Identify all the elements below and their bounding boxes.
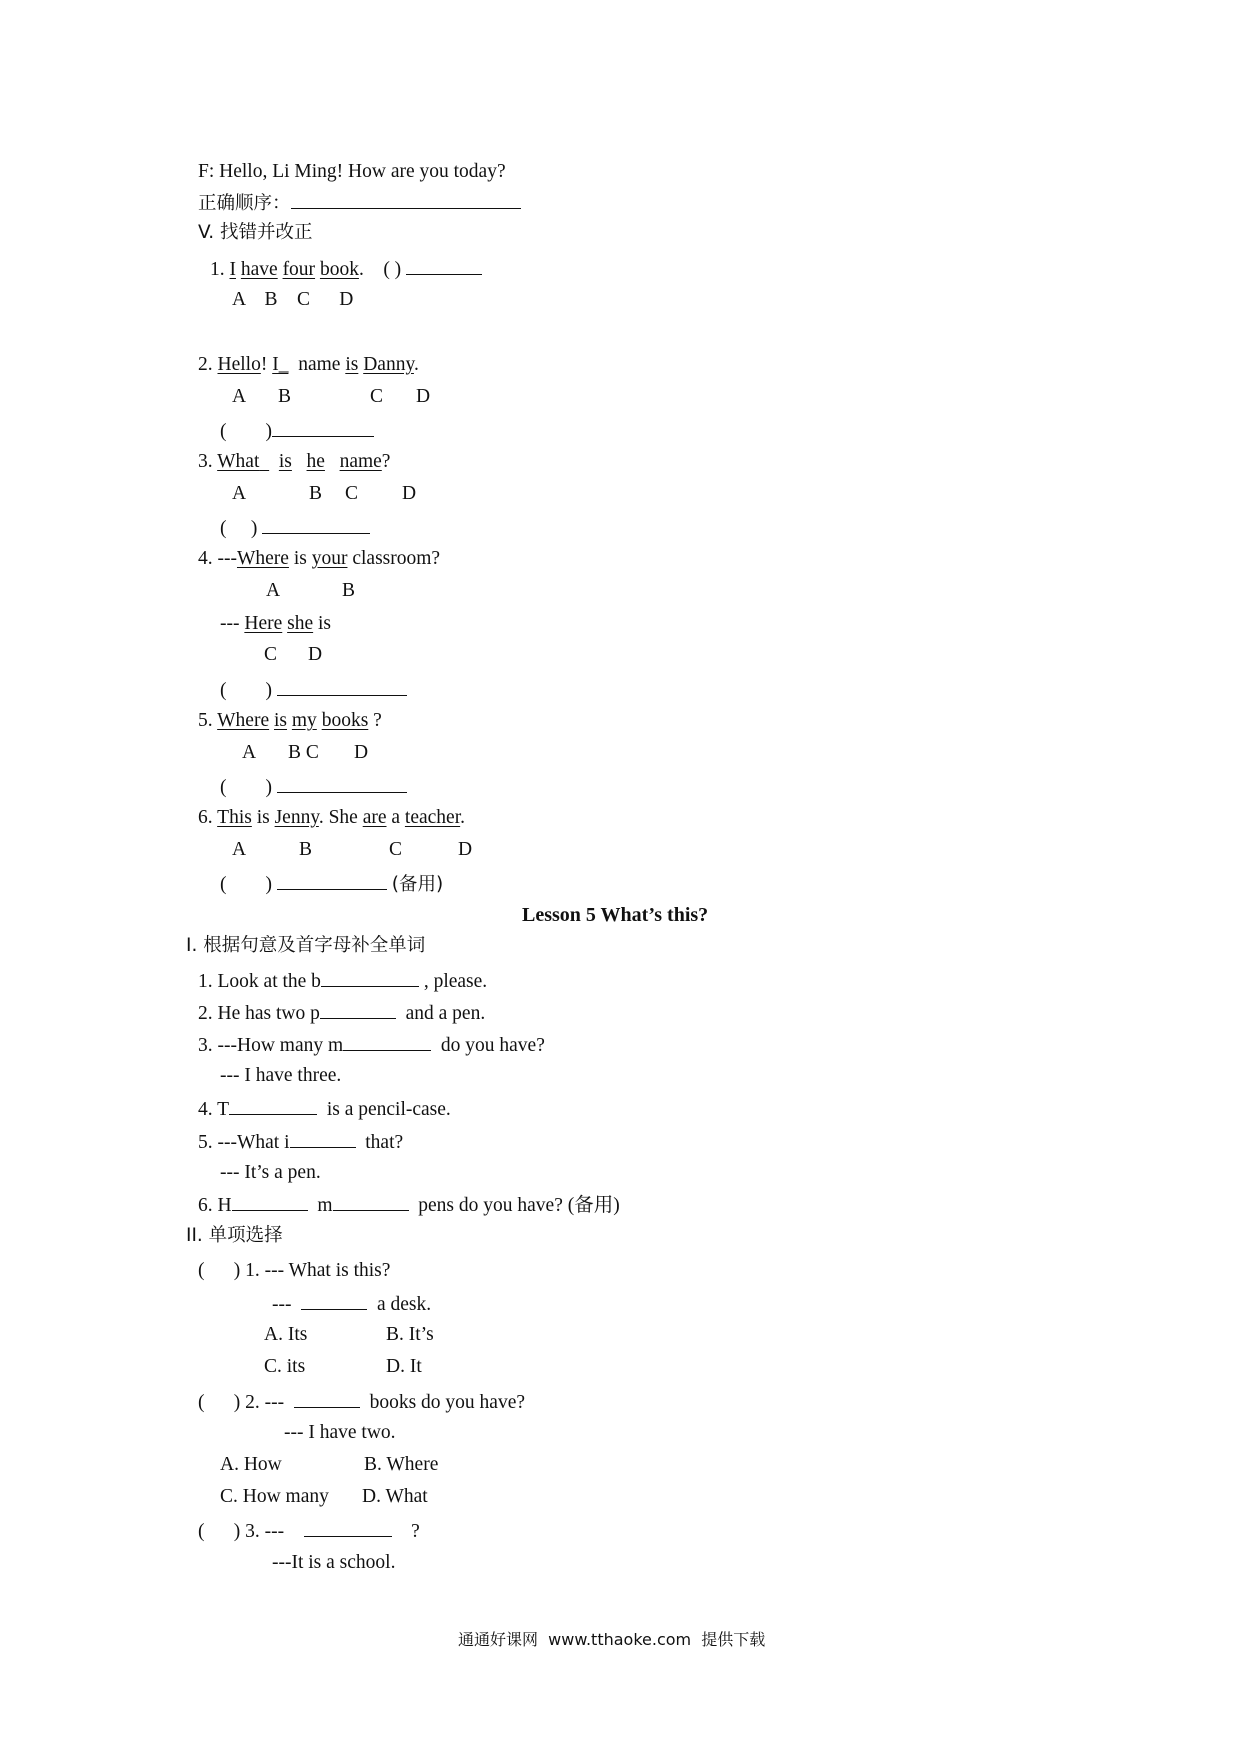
q-end: . bbox=[413, 354, 419, 375]
correction-blank[interactable] bbox=[277, 677, 407, 696]
v-q3-letter-b: B bbox=[309, 483, 323, 504]
option-a-word: Where bbox=[217, 710, 270, 731]
v-q4-answer bbox=[220, 677, 407, 703]
option-d-word: Danny bbox=[363, 354, 414, 375]
mc1-blank[interactable] bbox=[301, 1291, 367, 1310]
option-d-word: books bbox=[321, 710, 369, 731]
v-q1 bbox=[210, 256, 482, 282]
dash: --- bbox=[220, 613, 245, 634]
fill-item-3 bbox=[198, 1032, 545, 1058]
fill-blank[interactable] bbox=[321, 968, 419, 987]
q-number: 5. bbox=[198, 710, 218, 731]
option-d-word: book bbox=[319, 259, 359, 280]
fill-prefix: 4. T bbox=[198, 1099, 230, 1120]
q-number: 4. --- bbox=[198, 548, 237, 569]
option-b-word: Jenny bbox=[274, 807, 319, 828]
mc1-line2 bbox=[272, 1291, 431, 1317]
fill-item-5 bbox=[198, 1129, 403, 1155]
spare-note: (备用) bbox=[391, 874, 444, 895]
fill-prefix-m: m bbox=[317, 1195, 333, 1216]
fill-prefix: 2. He has two p bbox=[198, 1003, 320, 1024]
dialogue-line-f: F: Hello, Li Ming! How are you today? bbox=[198, 161, 506, 182]
q-mid: is bbox=[288, 548, 312, 569]
q-mid: is bbox=[251, 807, 275, 828]
v-q5-letter-bc: B C bbox=[288, 742, 319, 763]
correct-order-row bbox=[198, 190, 521, 216]
v-q6-letter-c: C bbox=[389, 839, 403, 860]
v-q6-letter-a: A bbox=[232, 839, 247, 860]
mc2-stem bbox=[198, 1389, 525, 1415]
mc1-stem: ( ) 1. --- What is this? bbox=[198, 1260, 391, 1281]
section-ii-title: II. 单项选择 bbox=[186, 1225, 283, 1246]
dash: --- bbox=[272, 1294, 292, 1315]
mc3-blank[interactable] bbox=[304, 1518, 392, 1537]
v-q4-letter-a: A bbox=[266, 580, 281, 601]
option-b-word: have bbox=[240, 259, 278, 280]
mc2-option-d[interactable]: D. What bbox=[362, 1486, 428, 1507]
correction-blank[interactable] bbox=[277, 871, 387, 890]
fill-item-5-reply: --- It’s a pen. bbox=[220, 1162, 321, 1183]
q-end: classroom? bbox=[347, 548, 441, 569]
v-q4-letter-b: B bbox=[342, 580, 356, 601]
q-number: 1. bbox=[210, 259, 230, 280]
mc3-line2: ---It is a school. bbox=[272, 1552, 396, 1573]
correction-blank[interactable] bbox=[272, 418, 374, 437]
mc1-suffix: a desk. bbox=[372, 1294, 432, 1315]
v-q3-letter-d: D bbox=[402, 483, 417, 504]
fill-suffix: do you have? bbox=[436, 1035, 545, 1056]
option-d-word: she bbox=[287, 613, 314, 634]
option-b-word: is bbox=[274, 710, 288, 731]
fill-blank[interactable] bbox=[320, 1000, 396, 1019]
mc2-option-c[interactable]: C. How many bbox=[220, 1486, 329, 1507]
correction-blank[interactable] bbox=[406, 256, 482, 275]
v-q4-line2 bbox=[220, 612, 331, 636]
option-a-word: What bbox=[217, 451, 260, 472]
fill-blank[interactable] bbox=[343, 1032, 431, 1051]
v-q6 bbox=[198, 806, 465, 830]
v-q2-letter-a: A bbox=[232, 386, 247, 407]
v-q3-answer bbox=[220, 515, 370, 541]
mc3-suffix: ? bbox=[406, 1521, 420, 1542]
option-c-word: Here bbox=[244, 613, 283, 634]
v-q6-letter-d: D bbox=[458, 839, 473, 860]
option-c-word: are bbox=[362, 807, 387, 828]
fill-prefix: 1. Look at the b bbox=[198, 971, 321, 992]
section-v-title: V. 找错并改正 bbox=[198, 222, 313, 243]
fill-prefix: 3. ---How many m bbox=[198, 1035, 344, 1056]
mc2-option-b[interactable]: B. Where bbox=[364, 1454, 439, 1475]
mc2-blank[interactable] bbox=[294, 1389, 360, 1408]
option-b-word: your bbox=[311, 548, 348, 569]
answer-paren[interactable]: ( ) bbox=[220, 680, 272, 701]
v-q5 bbox=[198, 709, 382, 733]
q-mid: name bbox=[288, 354, 346, 375]
section-i-title: I. 根据句意及首字母补全单词 bbox=[186, 935, 426, 956]
fill-prefix: 5. ---What i bbox=[198, 1132, 290, 1153]
option-c-word: four bbox=[282, 259, 316, 280]
option-a-word: Where bbox=[236, 548, 289, 569]
mc1-option-b[interactable]: B. It’s bbox=[386, 1324, 434, 1345]
fill-blank-m[interactable] bbox=[333, 1192, 409, 1211]
fill-blank-h[interactable] bbox=[232, 1192, 308, 1211]
correction-blank[interactable] bbox=[262, 515, 370, 534]
mc2-option-a[interactable]: A. How bbox=[220, 1454, 282, 1475]
option-b-word: is bbox=[278, 451, 292, 472]
correction-blank[interactable] bbox=[277, 774, 407, 793]
q-end: . bbox=[460, 807, 466, 828]
q-mid: a bbox=[386, 807, 405, 828]
v-q2-letter-c: C bbox=[370, 386, 384, 407]
correct-order-label: 正确顺序： bbox=[198, 193, 291, 214]
v-q4-letter-c: C bbox=[264, 644, 278, 665]
fill-item-1 bbox=[198, 968, 487, 994]
fill-item-2 bbox=[198, 1000, 485, 1026]
correct-order-blank[interactable] bbox=[291, 190, 521, 209]
option-b-word: I_ bbox=[272, 354, 289, 375]
option-c-word: is bbox=[345, 354, 359, 375]
v-q5-letter-d: D bbox=[354, 742, 369, 763]
v-q3-letter-a: A bbox=[232, 483, 247, 504]
v-q2-letter-d: D bbox=[416, 386, 431, 407]
fill-prefix: 6. H bbox=[198, 1195, 232, 1216]
q-end: ? bbox=[368, 710, 382, 731]
option-c-word: my bbox=[291, 710, 317, 731]
answer-paren[interactable]: ( ) bbox=[220, 874, 272, 895]
q-end: ? bbox=[381, 451, 391, 472]
v-q4-letter-d: D bbox=[308, 644, 323, 665]
v-q2-answer bbox=[220, 418, 374, 444]
q-number: 3. bbox=[198, 451, 218, 472]
q-end: is bbox=[313, 613, 332, 634]
option-c-word: he bbox=[306, 451, 325, 472]
option-a-word: I bbox=[229, 259, 236, 280]
fill-suffix: is a pencil-case. bbox=[321, 1099, 451, 1120]
q-end: . bbox=[358, 259, 364, 280]
fill-suffix: , please. bbox=[418, 971, 488, 992]
option-d-word: name bbox=[339, 451, 382, 472]
mc2-suffix: books do you have? bbox=[364, 1392, 526, 1413]
answer-paren[interactable]: ( ) bbox=[220, 518, 258, 539]
v-q2 bbox=[198, 353, 419, 377]
mc1-option-c[interactable]: C. its bbox=[264, 1356, 306, 1377]
mc2-line2: --- I have two. bbox=[284, 1422, 396, 1443]
v-q3-letter-c: C bbox=[345, 483, 359, 504]
q-number: 2. bbox=[198, 354, 218, 375]
fill-suffix: that? bbox=[360, 1132, 404, 1153]
option-d-word: teacher bbox=[404, 807, 461, 828]
mc3-prefix: ( ) 3. --- bbox=[198, 1521, 285, 1542]
v-q4 bbox=[198, 547, 440, 571]
v-q5-answer bbox=[220, 774, 407, 800]
option-a-word: Hello bbox=[217, 354, 261, 375]
v-q2-letter-b: B bbox=[278, 386, 292, 407]
fill-item-3-reply: --- I have three. bbox=[220, 1065, 342, 1086]
v-q6-answer bbox=[220, 871, 443, 897]
v-q6-letter-b: B bbox=[299, 839, 313, 860]
mc3-stem bbox=[198, 1518, 420, 1544]
fill-item-4 bbox=[198, 1096, 451, 1122]
v-q3 bbox=[198, 450, 390, 474]
q-mid: . She bbox=[318, 807, 363, 828]
page-footer: 通通好课网 www.tthaoke.com 提供下载 bbox=[458, 1630, 766, 1649]
q-sep: ! bbox=[260, 354, 273, 375]
fill-item-6 bbox=[198, 1192, 620, 1218]
mc1-option-a[interactable]: A. Its bbox=[264, 1324, 308, 1345]
mc2-prefix: ( ) 2. --- bbox=[198, 1392, 285, 1413]
mc1-option-d[interactable]: D. It bbox=[386, 1356, 422, 1377]
answer-paren[interactable]: ( ) bbox=[220, 421, 272, 442]
answer-paren[interactable]: ( ) bbox=[383, 259, 402, 280]
fill-suffix: pens do you have? (备用) bbox=[413, 1195, 620, 1216]
fill-blank[interactable] bbox=[290, 1129, 356, 1148]
lesson5-title: Lesson 5 What’s this? bbox=[522, 904, 709, 926]
option-a-word: This bbox=[217, 807, 252, 828]
fill-suffix: and a pen. bbox=[400, 1003, 486, 1024]
q-number: 6. bbox=[198, 807, 218, 828]
v-q1-letters: A B C D bbox=[232, 289, 354, 310]
answer-paren[interactable]: ( ) bbox=[220, 777, 272, 798]
v-q5-letter-a: A bbox=[242, 742, 257, 763]
fill-blank[interactable] bbox=[229, 1096, 317, 1115]
